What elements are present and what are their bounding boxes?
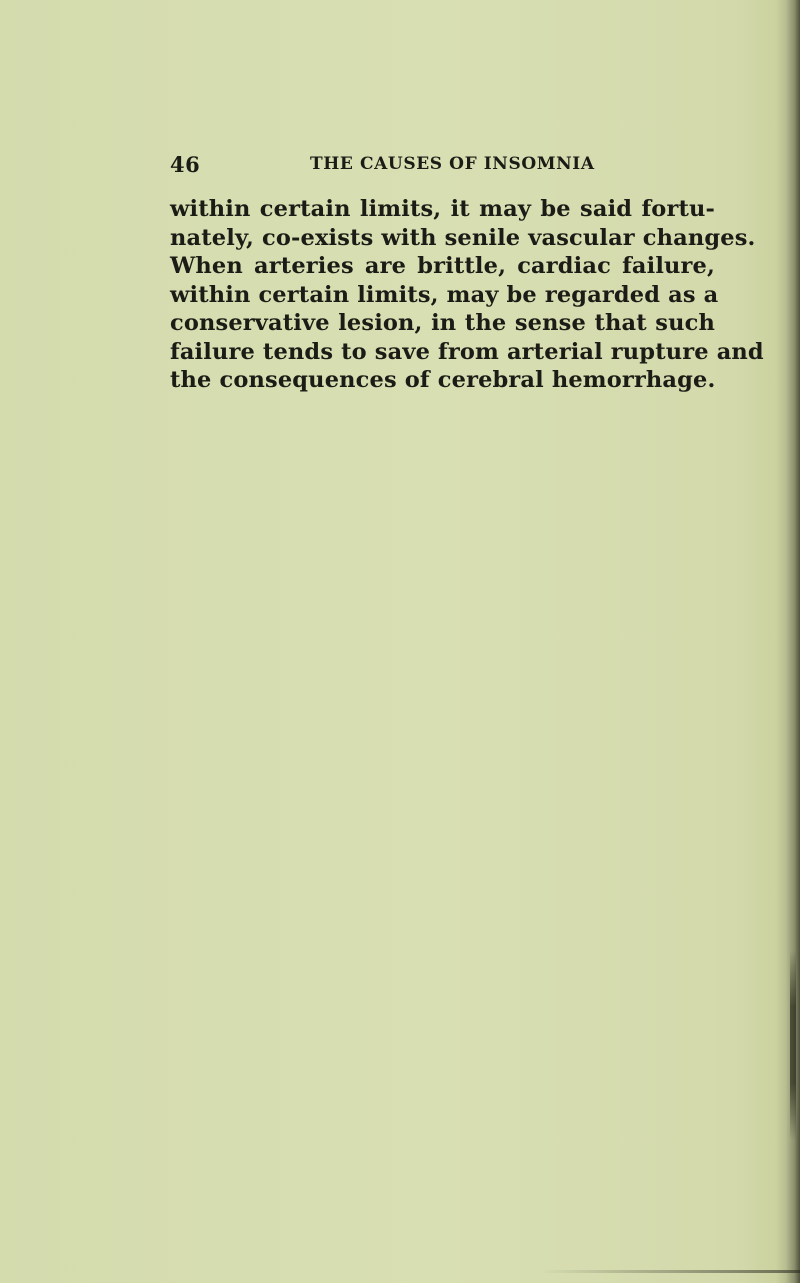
text-line: within certain limits, may be regarded as a <box>170 281 719 308</box>
text-line: the consequences of cerebral hemorrhage. <box>170 367 716 393</box>
text-line: failure tends to save from arterial rupture and <box>170 338 764 365</box>
body-paragraph <box>170 195 764 395</box>
page-number: 46 <box>170 152 201 177</box>
text-line: nately, co-exists with senile vascular changes. <box>170 224 756 251</box>
running-head <box>170 152 710 178</box>
text-line: When arteries are brittle, cardiac failure, <box>170 253 715 279</box>
text-line: conservative lesion, in the sense that such <box>170 310 715 336</box>
binding-shadow <box>790 950 796 1140</box>
running-title: THE CAUSES OF INSOMNIA <box>310 154 595 174</box>
text-line: within certain limits, it may be said fortu- <box>170 196 715 222</box>
page-bottom-edge <box>540 1270 800 1273</box>
